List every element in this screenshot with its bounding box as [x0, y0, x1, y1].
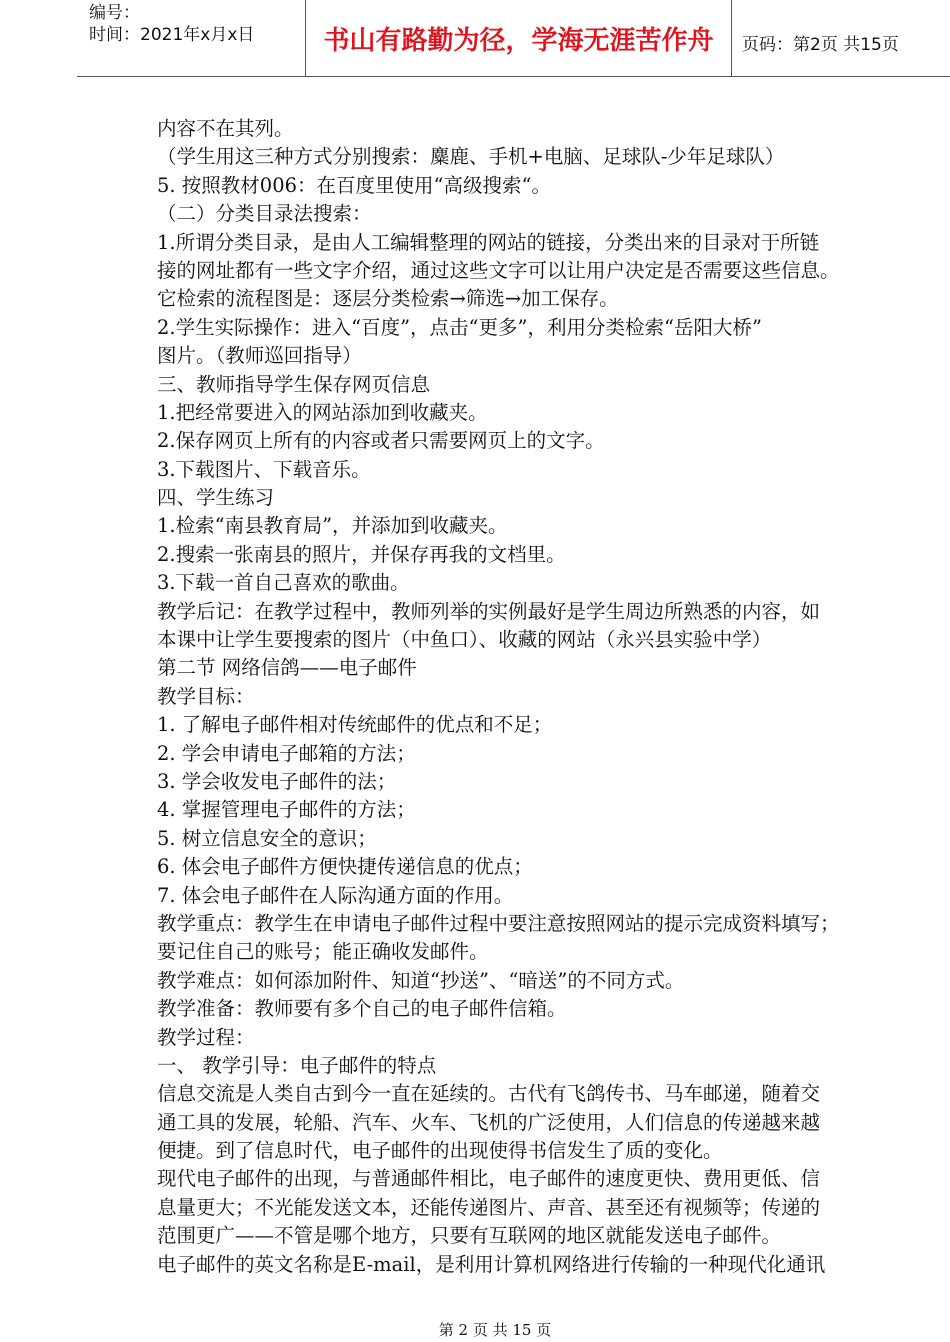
- text-line: 一、 教学引导：电子邮件的特点: [157, 1053, 437, 1077]
- document-time-label: 时间：2021年x月x日: [89, 25, 255, 45]
- text-line: 2.学生实际操作：进入“百度”，点击“更多”，利用分类检索“岳阳大桥”: [157, 315, 762, 339]
- text-line: 范围更广——不管是哪个地方，只要有互联网的地区就能发送电子邮件。: [157, 1224, 782, 1248]
- text-line: 教学后记：在教学过程中，教师列举的实例最好是学生周边所熟悉的内容，如: [157, 599, 821, 623]
- text-line: 5. 按照教材006：在百度里使用“高级搜索“。: [157, 173, 551, 197]
- text-line: 1.所谓分类目录，是由人工编辑整理的网站的链接，分类出来的目录对于所链: [157, 230, 820, 254]
- text-line: 教学过程：: [157, 1025, 255, 1049]
- text-line: 1. 了解电子邮件相对传统邮件的优点和不足；: [157, 713, 553, 737]
- header-divider: [731, 0, 732, 76]
- text-line: 4. 掌握管理电子邮件的方法；: [157, 798, 416, 822]
- text-line: 3. 学会收发电子邮件的法；: [157, 769, 397, 793]
- text-line: 5. 树立信息安全的意识；: [157, 826, 377, 850]
- text-line: 四、学生练习: [157, 486, 275, 510]
- text-line: 教学准备：教师要有多个自己的电子邮件信箱。: [157, 997, 567, 1021]
- page-header: [77, 0, 950, 77]
- text-line: 电子邮件的英文名称是E-mail，是利用计算机网络进行传输的一种现代化通讯: [157, 1252, 826, 1276]
- document-number-label: 编号：: [89, 3, 140, 23]
- text-line: 三、教师指导学生保存网页信息: [157, 372, 431, 396]
- page-footer: 第 2 页 共 15 页: [438, 1321, 552, 1339]
- text-line: 教学重点：教学生在申请电子邮件过程中要注意按照网站的提示完成资料填写；: [157, 911, 840, 935]
- text-line: 现代电子邮件的出现，与普通邮件相比，电子邮件的速度更快、费用更低、信: [157, 1167, 821, 1191]
- text-line: 图片。（教师巡回指导）: [157, 344, 362, 368]
- text-line: 本课中让学生要搜索的图片（中鱼口）、收藏的网站（永兴县实验中学）: [157, 628, 772, 652]
- text-line: 教学难点：如何添加附件、知道“抄送”、“暗送”的不同方式。: [157, 968, 685, 992]
- text-line: 3.下载一首自己喜欢的歌曲。: [157, 571, 410, 595]
- text-line: 2.保存网页上所有的内容或者只需要网页上的文字。: [157, 429, 605, 453]
- text-line: 1.把经常要进入的网站添加到收藏夹。: [157, 400, 488, 424]
- text-line: 7. 体会电子邮件在人际沟通方面的作用。: [157, 883, 514, 907]
- text-line: 第二节 网络信鸽——电子邮件: [157, 656, 417, 680]
- text-line: 通工具的发展，轮船、汽车、火车、飞机的广泛使用，人们信息的传递越来越: [157, 1110, 821, 1134]
- header-page-info: 页码：第2页 共15页: [742, 35, 899, 55]
- text-line: 信息交流是人类自古到今一直在延续的。古代有飞鸽传书、马车邮递，随着交: [157, 1082, 821, 1106]
- document-body: [157, 115, 917, 1279]
- text-line: 6. 体会电子邮件方便快捷传递信息的优点；: [157, 855, 533, 879]
- text-line: 它检索的流程图是：逐层分类检索→筛选→加工保存。: [157, 287, 619, 311]
- text-line: 接的网址都有一些文字介绍，通过这些文字可以让用户决定是否需要这些信息。: [157, 258, 840, 282]
- text-line: 教学目标：: [157, 684, 255, 708]
- text-line: 便捷。到了信息时代，电子邮件的出现使得书信发生了质的变化。: [157, 1139, 723, 1163]
- text-line: 3.下载图片、下载音乐。: [157, 457, 371, 481]
- text-line: 内容不在其列。: [157, 117, 294, 140]
- text-line: （学生用这三种方式分别搜索：麋鹿、手机+电脑、足球队-少年足球队）: [157, 145, 785, 169]
- header-motto: 书山有路勤为径，学海无涯苦作舟: [323, 26, 714, 56]
- text-line: 要记住自己的账号；能正确收发邮件。: [157, 940, 489, 964]
- text-line: 2.搜索一张南县的照片，并保存再我的文档里。: [157, 542, 566, 566]
- text-line: 2. 学会申请电子邮箱的方法；: [157, 741, 416, 765]
- text-line: （二）分类目录法搜索：: [157, 202, 372, 226]
- text-line: 1.检索“南县教育局”，并添加到收藏夹。: [157, 514, 508, 538]
- header-meta: [89, 2, 304, 46]
- text-line: 息量更大；不光能发送文本，还能传递图片、声音、甚至还有视频等；传递的: [157, 1195, 821, 1219]
